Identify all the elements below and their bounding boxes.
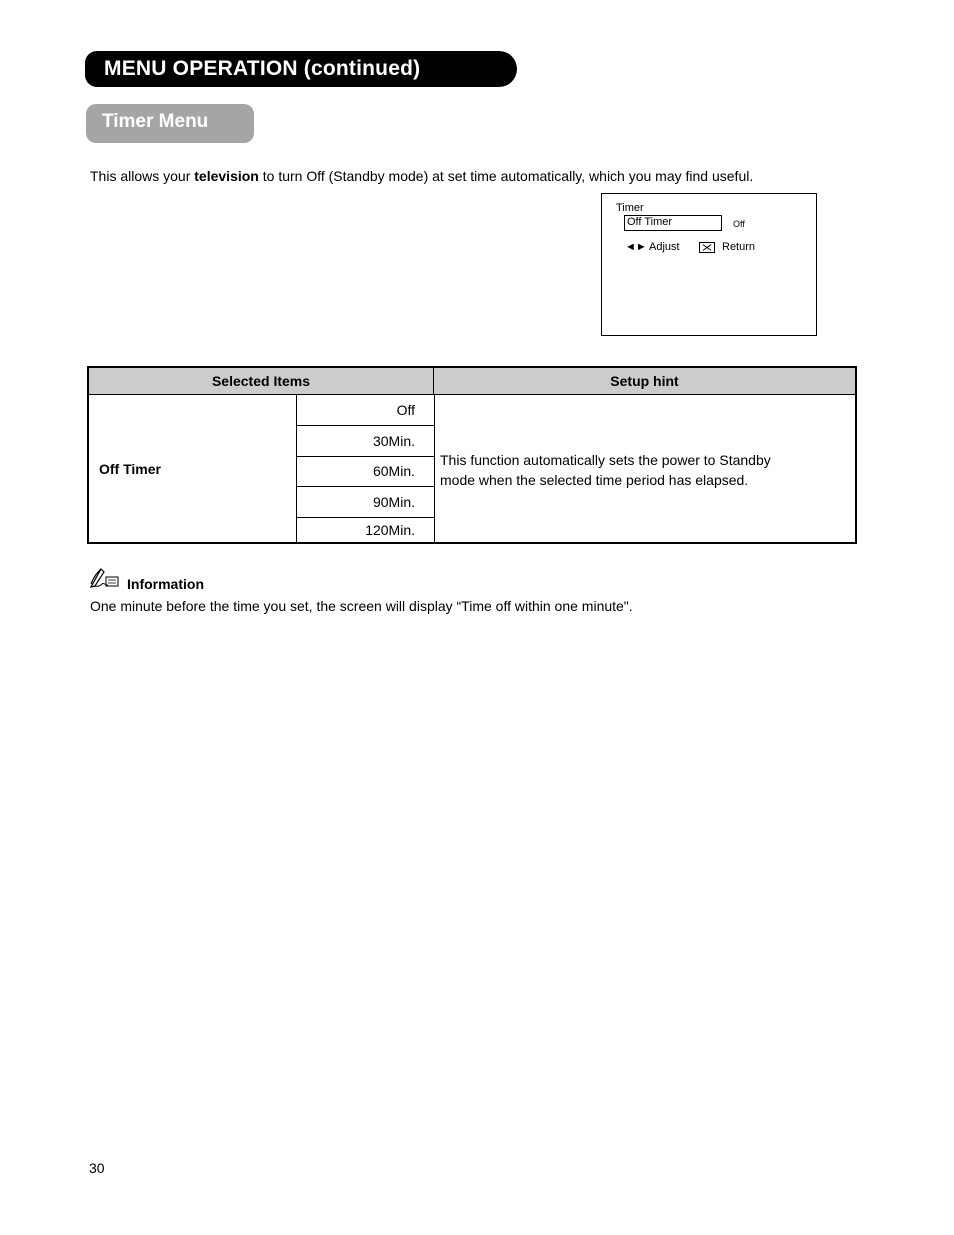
information-text: One minute before the time you set, the screen will display “Time off within one minute". (90, 598, 633, 614)
table-option: 60Min. (372, 463, 415, 479)
intro-text-start: This allows your (90, 168, 195, 184)
table-option: 30Min. (372, 433, 415, 449)
osd-adjust-label: Adjust (649, 241, 680, 253)
intro-paragraph (90, 168, 753, 184)
table-row-divider (297, 517, 434, 518)
pen-note-icon (88, 566, 122, 590)
osd-item-label: Off Timer (627, 216, 673, 228)
subsection-title: Timer Menu (102, 111, 209, 132)
settings-table (87, 366, 857, 544)
table-header-selected-items: Selected Items (89, 368, 434, 395)
osd-item-value: Off (733, 219, 745, 229)
information-label: Information (127, 576, 204, 592)
table-option: 90Min. (372, 494, 415, 510)
table-header-setup-hint: Setup hint (434, 368, 855, 395)
subsection-title-banner (86, 104, 254, 143)
osd-menu-title: Timer (616, 202, 644, 214)
intro-bold-word: television (194, 168, 259, 184)
table-item-name: Off Timer (99, 461, 161, 477)
table-row-divider (297, 456, 434, 457)
section-title-banner (85, 51, 517, 87)
intro-text-end: to turn Off (Standby mode) at set time automatically, which you may find useful. (258, 168, 754, 184)
table-row-divider (297, 425, 434, 426)
osd-return-label: Return (722, 241, 756, 253)
table-setup-hint-line2: mode when the selected time period has elapsed. (440, 472, 749, 488)
osd-off-timer-field (624, 215, 722, 231)
osd-adjust-arrows-icon: ◄► (625, 241, 647, 253)
return-icon (699, 242, 715, 253)
page-number: 30 (89, 1160, 105, 1176)
table-option: 120Min. (365, 522, 415, 538)
table-option: Off (396, 402, 415, 418)
section-title: MENU OPERATION (continued) (104, 57, 421, 80)
table-row-divider (297, 486, 434, 487)
table-setup-hint-line1: This function automatically sets the power to Standby (440, 452, 771, 468)
osd-timer-menu-illustration (601, 193, 817, 336)
